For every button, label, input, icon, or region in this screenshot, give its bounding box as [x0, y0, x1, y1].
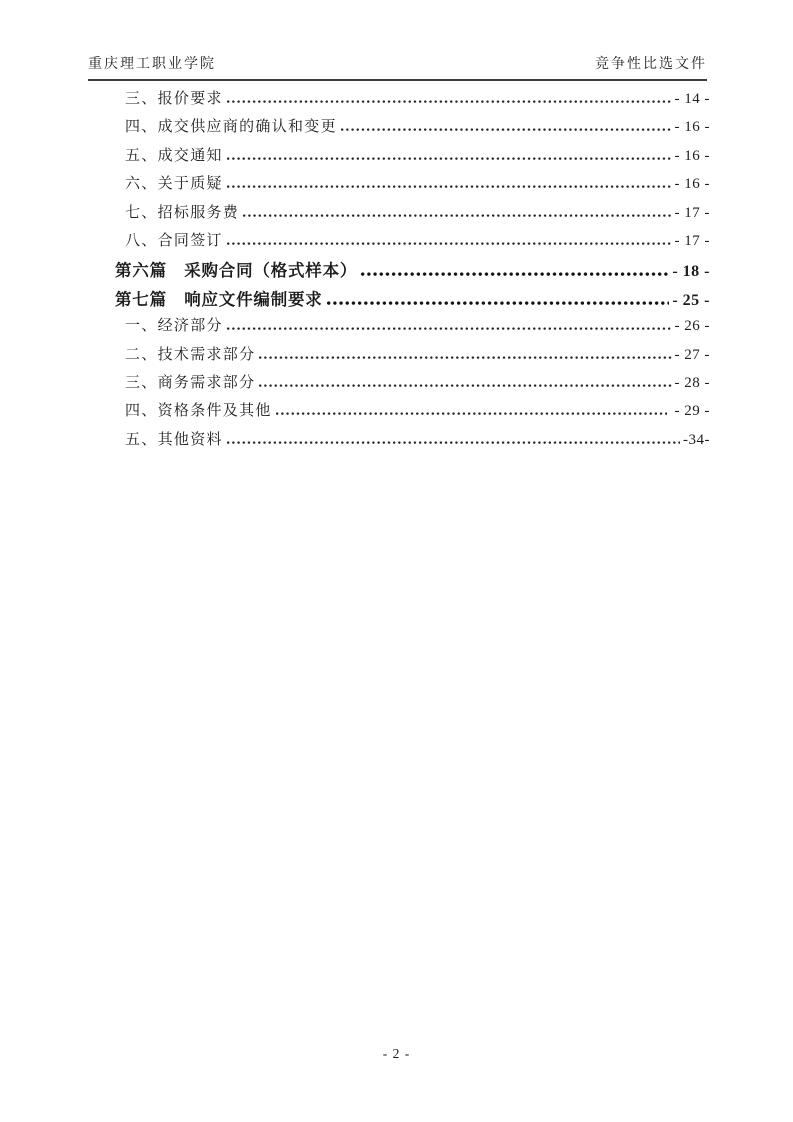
- toc-item[interactable]: [88, 201, 710, 229]
- toc-item-page: - 18 -: [672, 263, 710, 281]
- toc-leader-dots: [276, 411, 668, 415]
- toc-leader-dots: [259, 355, 671, 359]
- toc-item-label: 七、招标服务费: [125, 204, 240, 221]
- toc-item-label: 一、经济部分: [125, 318, 223, 335]
- toc-leader-dots: [341, 127, 672, 131]
- toc-item-label: 五、其他资料: [125, 431, 223, 448]
- header-document-type: 竞争性比选文件: [595, 57, 707, 72]
- toc-item-page: - 17 -: [674, 204, 710, 221]
- toc-item-page: - 29 -: [670, 403, 710, 420]
- toc-item-label: 第六篇 采购合同（格式样本）: [115, 261, 358, 281]
- toc-item-page: - 27 -: [674, 346, 710, 363]
- toc-item[interactable]: [88, 115, 710, 143]
- toc-item-label: 三、报价要求: [125, 91, 223, 107]
- toc-item-page: - 25 -: [672, 291, 710, 309]
- toc-leader-dots: [327, 300, 670, 305]
- toc-item-page: -34-: [683, 431, 710, 448]
- toc-leader-dots: [361, 271, 669, 276]
- toc-leader-dots: [227, 184, 672, 188]
- toc-item-label: 四、资格条件及其他: [125, 403, 272, 420]
- toc-item-label: 八、合同签订: [125, 232, 223, 249]
- toc-item[interactable]: [88, 87, 710, 115]
- toc-item-label: 二、技术需求部分: [125, 346, 256, 363]
- toc-item-label: 四、成交供应商的确认和变更: [125, 119, 337, 136]
- toc-item[interactable]: [88, 172, 710, 200]
- toc-item[interactable]: [88, 343, 710, 371]
- toc-leader-dots: [227, 440, 680, 444]
- toc-item[interactable]: [88, 371, 710, 399]
- toc-item-label: 第七篇 响应文件编制要求: [115, 289, 323, 309]
- toc-section-item[interactable]: [88, 286, 710, 314]
- toc-item-label: 三、商务需求部分: [125, 374, 256, 391]
- page-footer: [0, 1046, 793, 1062]
- toc-item-page: - 16 -: [674, 176, 710, 193]
- toc-item[interactable]: [88, 428, 710, 456]
- toc-item[interactable]: [88, 144, 710, 172]
- toc-leader-dots: [259, 383, 671, 387]
- toc-item-page: - 16 -: [674, 119, 710, 136]
- page-header: [88, 56, 707, 81]
- footer-page-number: - 2 -: [382, 1046, 411, 1061]
- toc-leader-dots: [227, 326, 672, 330]
- toc-item-page: - 14 -: [674, 91, 710, 107]
- toc-item-page: - 28 -: [674, 374, 710, 391]
- toc-item[interactable]: [88, 314, 710, 342]
- toc-item-page: - 17 -: [674, 232, 710, 249]
- toc-item-label: 五、成交通知: [125, 147, 223, 164]
- toc-item[interactable]: [88, 229, 710, 257]
- table-of-contents: [88, 87, 710, 456]
- toc-leader-dots: [227, 241, 672, 245]
- toc-item-page: - 26 -: [674, 318, 710, 335]
- toc-leader-dots: [227, 99, 672, 103]
- toc-item-label: 六、关于质疑: [125, 176, 223, 193]
- header-organization-name: 重庆理工职业学院: [88, 57, 216, 72]
- toc-section-item[interactable]: [88, 257, 710, 285]
- toc-item-page: - 16 -: [674, 147, 710, 164]
- toc-leader-dots: [243, 213, 671, 217]
- toc-leader-dots: [227, 156, 672, 160]
- toc-item[interactable]: [88, 399, 710, 427]
